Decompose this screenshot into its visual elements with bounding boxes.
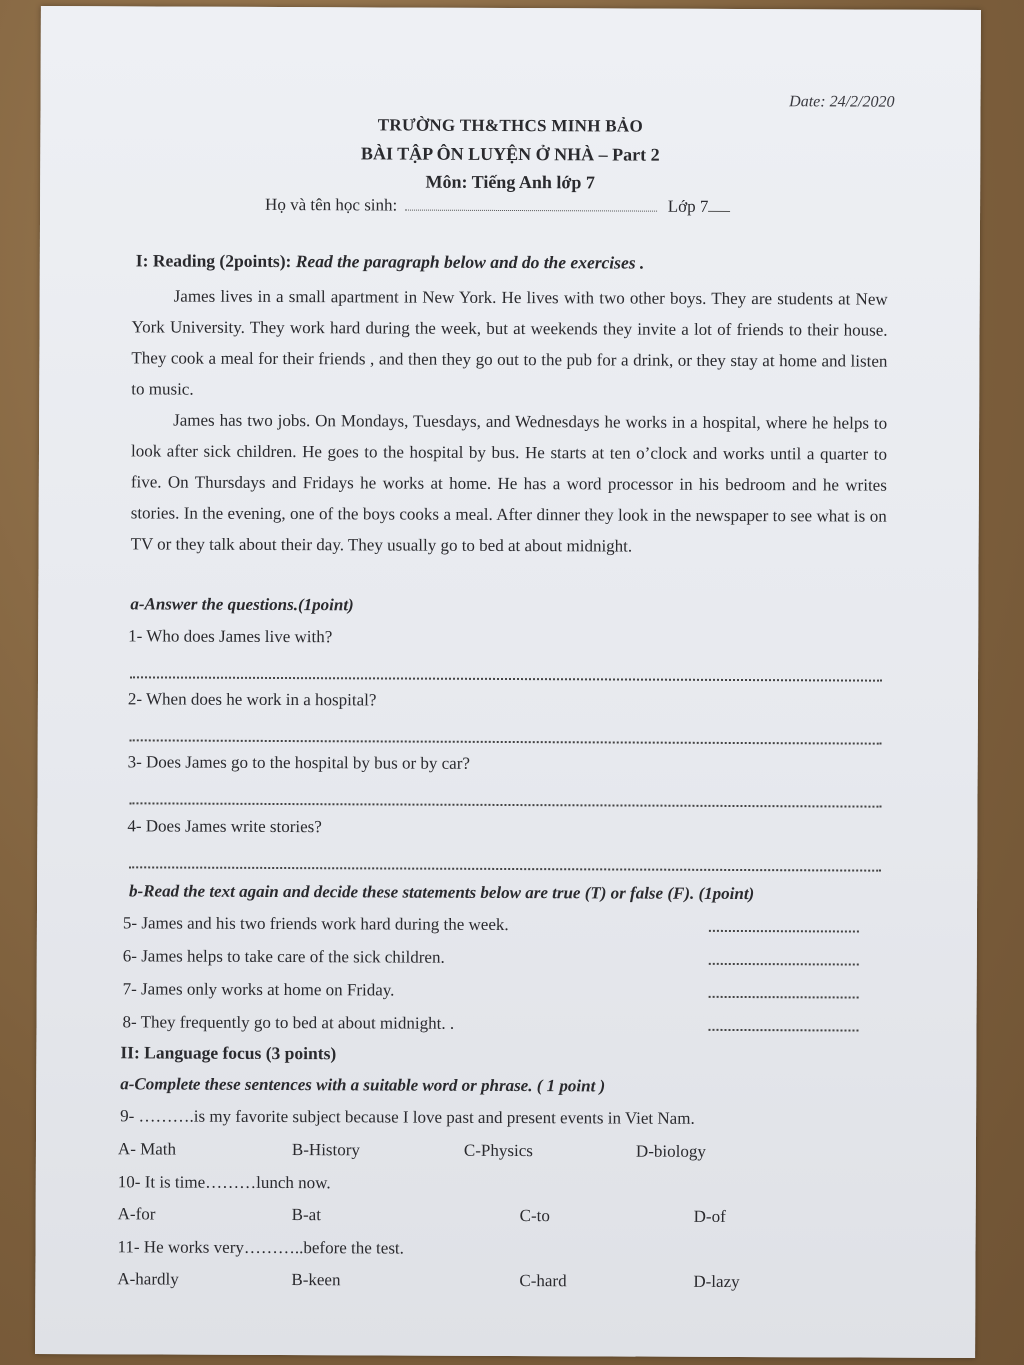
option-c[interactable]: C-Physics [463,1140,533,1161]
option-d[interactable]: D-lazy [693,1271,740,1292]
statement-text: 6- James helps to take care of the sick children. [122,946,445,967]
question-2: 2- When does he work in a hospital? [127,689,377,710]
class-blank[interactable] [708,197,730,212]
option-a[interactable]: A-hardly [117,1269,179,1289]
question-3: 3- Does James go to the hospital by bus or by car? [127,752,470,773]
statement-text: 7- James only works at home on Friday. [122,979,395,1000]
options-10 [117,1204,818,1226]
question-9: 9- ……….is my favorite subject because I love past and present events in Viet Nam. [120,1106,695,1128]
answer-line-1[interactable] [130,676,882,681]
language-focus-heading: II: Language focus (3 points) [120,1042,337,1064]
option-a[interactable]: A-for [117,1204,156,1224]
question-11: 11- He works very………..before the test. [117,1237,404,1258]
statement-6 [123,946,859,969]
worksheet-page [35,6,981,1358]
student-name-label: Họ và tên học sinh: [265,194,398,215]
subject-line: Môn: Tiếng Anh lớp 7 [425,171,595,193]
reading-heading-instruction: Read the paragraph below and do the exercises . [295,251,645,273]
statement-text: 5- James and his two friends work hard during the week. [122,913,509,935]
option-b[interactable]: B-keen [291,1270,341,1290]
question-1: 1- Who does James live with? [128,626,333,647]
options-11 [117,1269,817,1292]
student-info-line [265,195,730,217]
part-a-heading: a-Answer the questions.(1point) [130,594,354,615]
student-name-blank[interactable] [406,196,658,212]
part-b-heading: b-Read the text again and decide these statements below are true (T) or false (F). (1point) [129,881,755,904]
option-d[interactable]: D-biology [635,1141,706,1161]
class-label: Lớp 7 [667,196,709,216]
school-name: TRƯỜNG TH&THCS MINH BẢO [377,115,644,136]
date-label: Date: 24/2/2020 [789,93,895,111]
tf-answer-blank[interactable] [708,1015,858,1032]
language-focus-subheading: a-Complete these sentences with a suitable word or phrase. ( 1 point ) [120,1074,606,1096]
answer-line-2[interactable] [130,739,882,744]
question-10: 10- It is time………lunch now. [117,1172,331,1193]
options-9 [117,1139,818,1161]
option-b[interactable]: B-History [291,1140,360,1160]
tf-answer-blank[interactable] [709,916,859,933]
statement-text: 8- They frequently go to bed at about midnight. . [122,1012,455,1033]
reading-paragraph-2 [131,404,888,562]
answer-line-3[interactable] [129,802,881,807]
reading-paragraph-1 [131,280,888,407]
option-d[interactable]: D-of [693,1206,726,1226]
paragraph-1-text: James lives in a small apartment in New York. He lives with two other boys. They are students at New York University. They work hard during the week, but at weekends they invite a lot of friends to their house. They cook a meal for their friends , and then they go out to the pub for a drink, or they stay at home and listen to music. [131,286,888,399]
reading-heading-label: I: Reading (2points): [135,250,292,272]
answer-line-4[interactable] [129,866,881,871]
tf-answer-blank[interactable] [709,982,859,999]
option-c[interactable]: C-to [519,1206,550,1226]
worksheet-title: BÀI TẬP ÔN LUYỆN Ở NHÀ – Part 2 [360,143,660,165]
option-a[interactable]: A- Math [117,1139,177,1159]
option-c[interactable]: C-hard [519,1271,567,1291]
paragraph-2-text: James has two jobs. On Mondays, Tuesdays, and Wednesdays he works in a hospital, where he helps to look after sick children. He goes to the hospital by bus. He starts at ten o’clock and works until a quarter to five. On Thursdays and Fridays he works at home. He has a word processor in his bedroom and he writes stories. In the evening, one of the boys cooks a meal. After dinner they look in the newspaper to see what is on TV or they talk about their day. They usually go to bed at about midnight. [130,410,888,556]
statement-5 [123,913,859,936]
statement-7 [123,979,859,1002]
reading-heading [136,250,645,273]
tf-answer-blank[interactable] [709,949,859,966]
statement-8 [122,1012,858,1035]
option-b[interactable]: B-at [291,1205,321,1225]
question-4: 4- Does James write stories? [127,816,322,837]
